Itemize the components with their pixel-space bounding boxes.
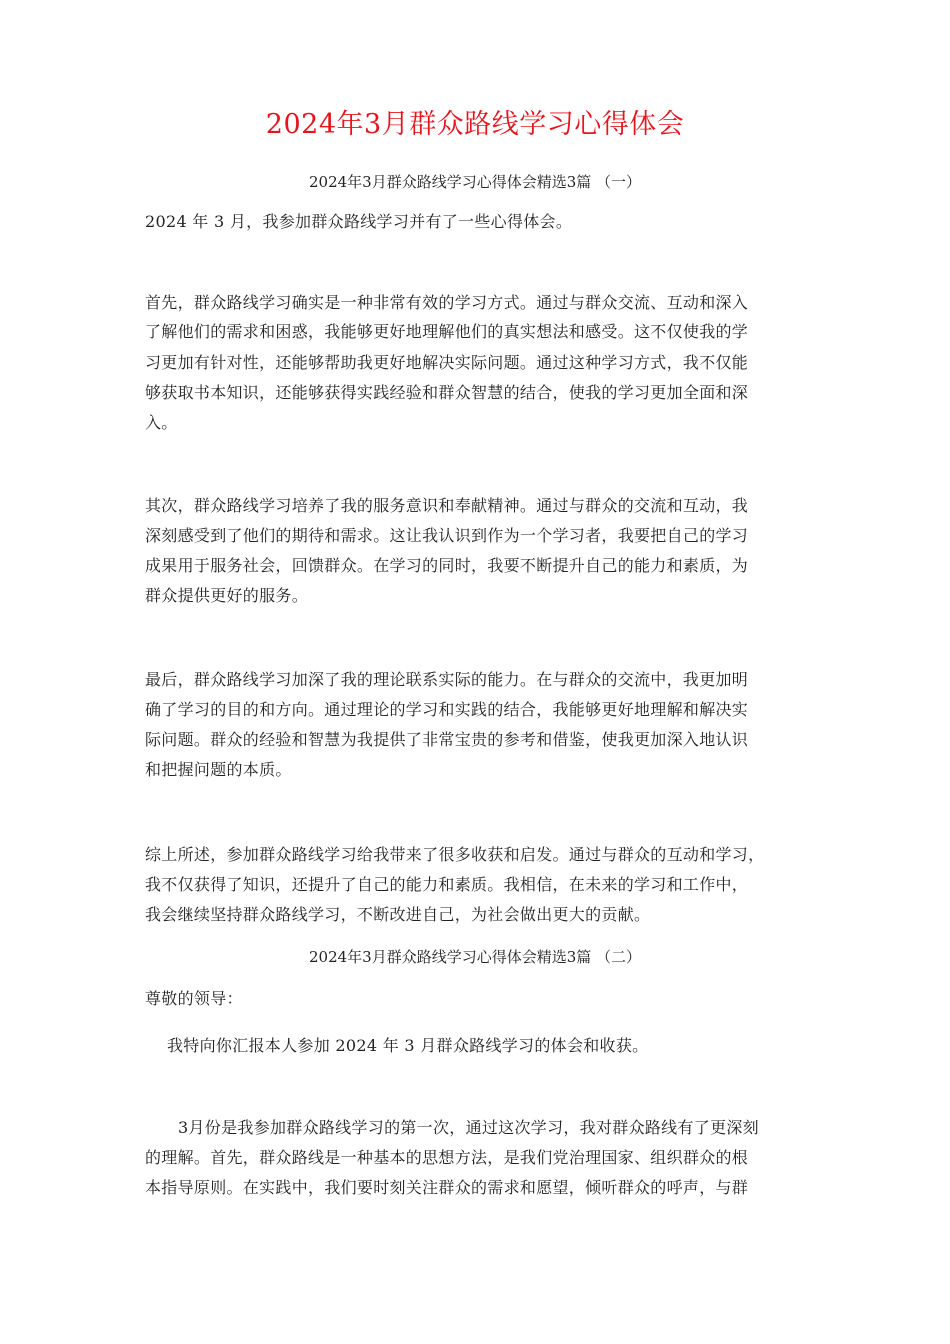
paragraph-line: 其次，群众路线学习培养了我的服务意识和奉献精神。通过与群众的交流和互动，我 [145,496,749,515]
paragraph-line: 我会继续坚持群众路线学习，不断改进自己，为社会做出更大的贡献。 [145,905,651,924]
paragraph-line: 本指导原则。在实践中，我们要时刻关注群众的需求和愿望，倾听群众的呼声，与群 [145,1178,749,1197]
paragraph-line: 的理解。首先，群众路线是一种基本的思想方法，是我们党治理国家、组织群众的根 [145,1148,749,1167]
paragraph-line: 够获取书本知识，还能够获得实践经验和群众智慧的结合，使我的学习更加全面和深 [145,383,749,402]
paragraph-line: 际问题。群众的经验和智慧为我提供了非常宝贵的参考和借鉴，使我更加深入地认识 [145,730,749,749]
paragraph-line: 入。 [145,413,178,432]
paragraph-line: 综上所述，参加群众路线学习给我带来了很多收获和启发。通过与群众的互动和学习， [145,845,765,864]
paragraph-line: 深刻感受到了他们的期待和需求。这让我认识到作为一个学习者，我要把自己的学习 [145,526,749,545]
paragraph-line: 和把握问题的本质。 [145,760,292,779]
paragraph-line: 最后，群众路线学习加深了我的理论联系实际的能力。在与群众的交流中，我更加明 [145,670,749,689]
paragraph-line: 成果用于服务社会，回馈群众。在学习的同时，我要不断提升自己的能力和素质，为 [145,556,749,575]
salutation: 尊敬的领导： [145,989,243,1008]
paragraph-line: 3月份是我参加群众路线学习的第一次，通过这次学习，我对群众路线有了更深刻 [178,1118,759,1137]
paragraph-line: 习更加有针对性，还能够帮助我更好地解决实际问题。通过这种学习方式，我不仅能 [145,353,749,372]
paragraph-line: 确了学习的目的和方向。通过理论的学习和实践的结合，我能够更好地理解和解决实 [145,700,749,719]
document-title: 2024年3月群众路线学习心得体会 [265,109,685,140]
paragraph-line: 我不仅获得了知识，还提升了自己的能力和素质。我相信，在未来的学习和工作中， [145,875,749,894]
report-line: 我特向你汇报本人参加 2024 年 3 月群众路线学习的体会和收获。 [167,1036,649,1055]
intro-line: 2024 年 3 月，我参加群众路线学习并有了一些心得体会。 [145,212,573,231]
paragraph-line: 群众提供更好的服务。 [145,586,309,605]
section-heading-two: 2024年3月群众路线学习心得体会精选3篇 （二） [308,948,642,966]
paragraph-line: 首先，群众路线学习确实是一种非常有效的学习方式。通过与群众交流、互动和深入 [145,293,749,312]
paragraph-line: 了解他们的需求和困惑，我能够更好地理解他们的真实想法和感受。这不仅使我的学 [145,322,749,341]
section-heading-one: 2024年3月群众路线学习心得体会精选3篇 （一） [308,173,642,191]
